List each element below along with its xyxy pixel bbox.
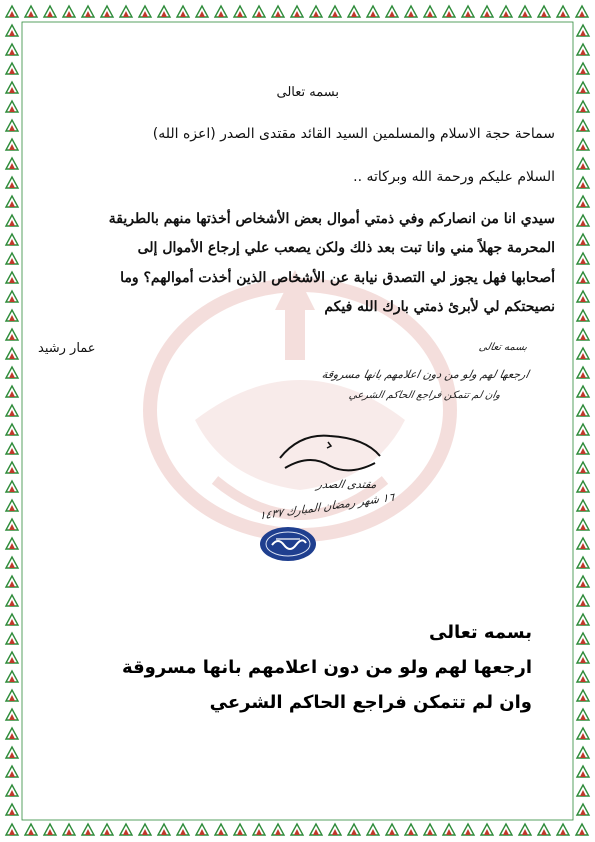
letter-body-line-1: سيدي انا من انصاركم وفي ذمتي أموال بعض الأشخاص أخذتها منهم بالطريقة xyxy=(108,211,555,227)
handwritten-basmala: بسمه تعالى xyxy=(477,342,529,353)
letter-body-line-2: المحرمة جهلاً مني وانا تبت بعد ذلك ولكن يصعب علي إرجاع الأموال إلى xyxy=(137,240,555,256)
letter-basmala: بسمه تعالى xyxy=(276,85,339,100)
letter-greeting: السلام عليكم ورحمة الله وبركاته .. xyxy=(353,169,555,185)
letter-sender: عمار رشيد xyxy=(38,341,96,356)
letter-addressee: سماحة حجة الاسلام والمسلمين السيد القائد مقتدى الصدر (اعزه الله) xyxy=(152,126,555,142)
official-seal xyxy=(258,525,318,563)
printed-basmala: بسمه تعالى xyxy=(429,622,532,643)
signature-name: مقتدى الصدر xyxy=(315,478,379,491)
handwritten-reply-line-2: وان لم تتمكن فراجع الحاكم الشرعي xyxy=(347,390,502,401)
handwritten-reply-line-1: ارجعها لهم ولو من دون اعلامهم بانها مسروقة xyxy=(320,368,531,381)
letter-body-line-4: نصيحتكم لي لأبرئ ذمتي بارك الله فيكم xyxy=(324,299,555,315)
signature-date: ١٦ شهر رمضان المبارك ١٤٣٧ xyxy=(259,490,395,523)
handwritten-signature xyxy=(270,428,390,478)
printed-reply-line-1: ارجعها لهم ولو من دون اعلامهم بانها مسروقة xyxy=(121,657,532,678)
printed-reply-line-2: وان لم تتمكن فراجع الحاكم الشرعي xyxy=(209,692,532,713)
letter-body-line-3: أصحابها فهل يجوز لي التصدق نيابة عن الأشخاص الذين أخذت أموالهم؟ وما xyxy=(120,270,555,286)
